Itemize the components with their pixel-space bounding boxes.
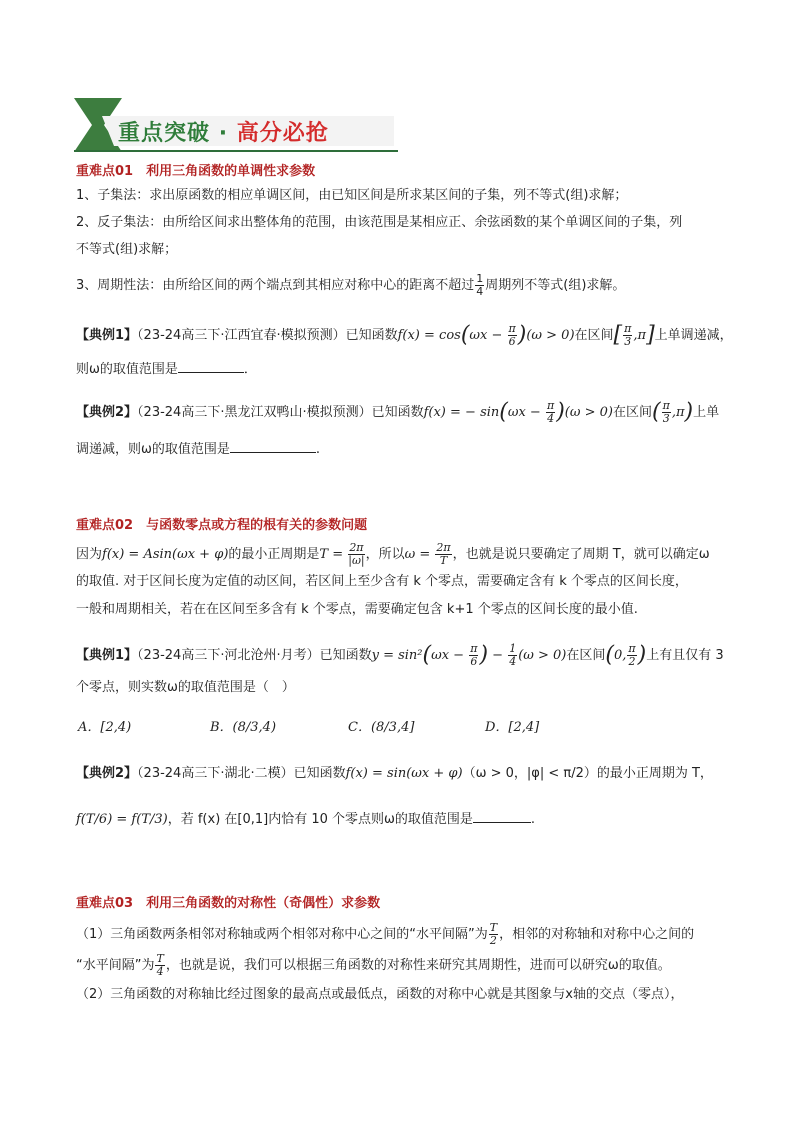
section1-example2-line2: 调递减，则ω的取值范围是 . (76, 438, 320, 460)
example-question: 则ω的取值范围是 (76, 362, 178, 377)
example-mid: 在区间 (574, 328, 614, 343)
example-label: 【典例2】 (76, 766, 138, 781)
example-tail: 上单 (693, 405, 720, 420)
section1-item-1: 1、子集法：求出原函数的相应单调区间，由已知区间是所求某区间的子集，列不等式(组)求解； (76, 188, 628, 203)
section1-example1 (76, 323, 733, 348)
section1-item-3 (76, 273, 625, 298)
banner-title-part1: 重点突破 (118, 121, 211, 146)
answer-blank[interactable] (473, 808, 531, 823)
example-source: （23-24高三下·江西宜春·模拟预测）已知函数 (137, 328, 398, 343)
section2-example2-line2: f(T/6) = f(T/3)，若 f(x) 在[0,1]内恰有 10 个零点则ω的取值范围是 . (76, 808, 535, 830)
section1-example2 (76, 400, 719, 425)
answer-blank[interactable] (230, 438, 316, 453)
example-source: （23-24高三下·湖北·二模）已知函数 (137, 766, 346, 781)
section2-line2: 的取值. 对于区间长度为定值的动区间，若区间上至少含有 k 个零点，需要确定含有 k 个零点的区间长度， (76, 574, 688, 589)
fraction-t-half: $\frac{T}{2}$ (489, 921, 498, 947)
section2-example2 (76, 764, 713, 784)
section2-example1-line2: 个零点，则实数ω的取值范围是（ ） (76, 680, 295, 695)
answer-blank[interactable] (178, 358, 244, 373)
section1-item-3-tail: 周期列不等式(组)求解。 (485, 278, 626, 293)
example-label: 【典例1】 (76, 328, 138, 343)
text: ，相邻的对称轴和对称中心之间的 (499, 927, 695, 942)
option-a[interactable]: A．[2,4) (78, 720, 132, 735)
section1-item-2: 2、反子集法：由所给区间求出整体角的范围，由该范围是某相应正、余弦函数的某个单调区间的子集，列 (76, 215, 683, 230)
fraction-t-quarter: $\frac{T}{4}$ (156, 952, 164, 978)
section1-item-2-cont: 不等式(组)求解； (76, 242, 178, 257)
example-mid: 在区间 (612, 405, 652, 420)
example-question: ，若 f(x) 在[0,1]内恰有 10 个零点则ω的取值范围是 (167, 812, 473, 827)
period-formula: T = $\frac{2\pi}{|\omega|}$ (319, 541, 365, 567)
section3-heading: 重难点03 利用三角函数的对称性（奇偶性）求参数 (76, 896, 381, 911)
section2-line1 (76, 542, 710, 567)
example-label: 【典例2】 (76, 405, 138, 420)
example-mid: 在区间 (566, 648, 606, 663)
text: 的最小正周期是 (228, 547, 320, 562)
text: （1）三角函数两条相邻对称轴或两个相邻对称中心之间的“水平间隔”为 (76, 927, 488, 942)
option-d[interactable]: D．[2,4] (485, 720, 540, 735)
example-function: y = sin²(ωx − $\frac{\pi}{6}$ ) − $\frac{1}{4}$ (ω > 0) (371, 642, 567, 668)
example-tail: 上单调递减， (654, 328, 733, 343)
example-source: （23-24高三下·黑龙江双鸭山·模拟预测）已知函数 (137, 405, 424, 420)
option-b[interactable]: B．(8/3,4) (210, 720, 277, 735)
text: “水平间隔”为 (76, 958, 155, 973)
example-function: f(x) = sin(ωx + φ) (345, 766, 463, 781)
example-condition: （ω > 0，|φ| < π/2）的最小正周期为 T， (462, 766, 713, 781)
section2-example1 (76, 643, 724, 668)
fraction-one-quarter: $\frac{1}{4}$ (476, 272, 484, 298)
banner-underline (74, 150, 398, 152)
section2-heading: 重难点02 与函数零点或方程的根有关的参数问题 (76, 518, 368, 533)
example-question: 调递减，则ω的取值范围是 (76, 442, 230, 457)
banner-separator: · (218, 121, 229, 146)
text: ，也就是说只要确定了周期 T，就可以确定ω (452, 547, 710, 562)
example-label: 【典例1】 (76, 648, 138, 663)
section1-heading: 重难点01 利用三角函数的单调性求参数 (76, 164, 316, 179)
text: ，所以 (365, 547, 405, 562)
section2-line3: 一般和周期相关，若在在区间至多含有 k 个零点，需要确定包含 k+1 个零点的区间长度的最小值. (76, 602, 638, 617)
section1-example1-line2: 则ω的取值范围是 ． (76, 358, 257, 380)
example-interval: ( $\frac{\pi}{3}$ ,π) (651, 399, 694, 425)
text: ，也就是说，我们可以根据三角函数的对称性来研究其周期性，进而可以研究ω的取值。 (165, 958, 671, 973)
example-interval: [ $\frac{\pi}{3}$ ,π] (613, 322, 655, 348)
formula: f(x) = Asin(ωx + φ) (102, 547, 229, 562)
section1-item-3-text: 3、周期性法：由所给区间的两个端点到其相应对称中心的距离不超过 (76, 278, 475, 293)
example-function: f(x) = − sin(ωx − $\frac{\pi}{4}$ )(ω > 0) (423, 399, 613, 425)
example-interval: (0, $\frac{\pi}{2}$ ) (605, 642, 647, 668)
section3-line2 (76, 953, 671, 978)
banner-title (118, 116, 329, 147)
option-c[interactable]: C．(8/3,4] (348, 720, 415, 735)
section3-line3: （2）三角函数的对称轴比经过图象的最高点或最低点，函数的对称中心就是其图象与x轴的交点（零点）， (76, 987, 684, 1002)
example-equation: f(T/6) = f(T/3) (76, 812, 168, 827)
text: 因为 (76, 547, 103, 562)
example-tail: 上有且仅有 3 (646, 648, 724, 663)
omega-formula: ω = $\frac{2\pi}{T}$ (404, 541, 451, 567)
example-function: f(x) = cos(ωx − $\frac{\pi}{6}$ )(ω > 0) (397, 322, 575, 348)
example-source: （23-24高三下·河北沧州·月考）已知函数 (137, 648, 372, 663)
banner-title-part2: 高分必抢 (236, 121, 329, 146)
section3-line1 (76, 922, 694, 947)
